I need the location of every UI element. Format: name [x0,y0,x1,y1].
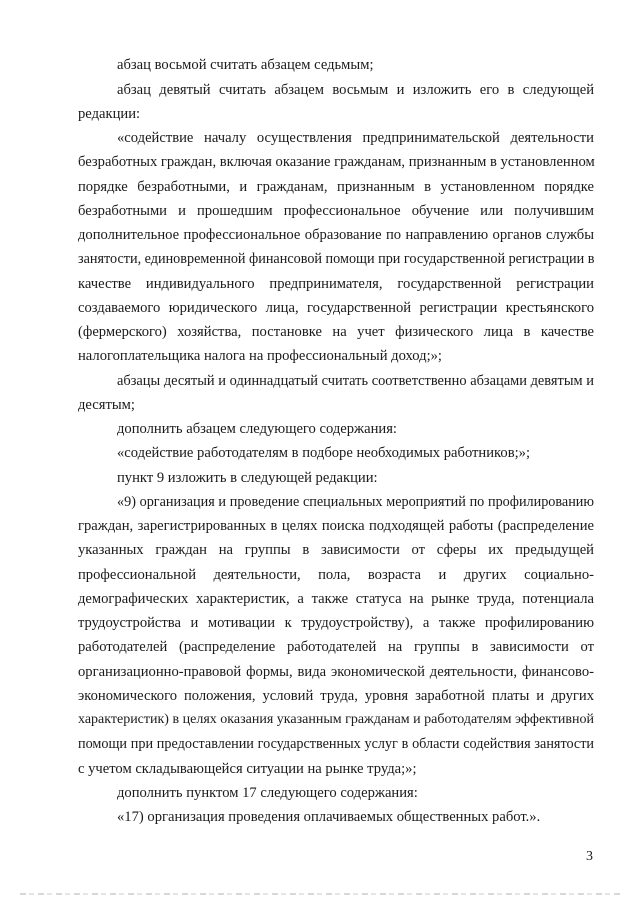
text-line: абзац восьмой считать абзацем седьмым; [117,57,374,73]
text-line: «17) организация проведения оплачиваемых общественных работ.». [117,809,541,825]
text-line: профессиональной деятельности, пола, возраста и других социально- [78,567,594,583]
page-number: 3 [586,849,593,864]
text-line: качестве индивидуального предпринимателя, государственной регистрации [78,276,594,292]
text-line: «содействие началу осуществления предпринимательской деятельности [117,130,594,146]
text-line: с учетом складывающейся ситуации на рынке труда;»; [78,761,417,777]
text-line: демографических характеристик, а также статуса на рынке труда, потенциала [78,591,594,607]
text-line: «содействие работодателям в подборе необходимых работников;»; [117,445,530,461]
text-line: дополнительное профессиональное образование по направлению органов службы [78,227,594,243]
text-line: создаваемого юридического лица, государственной регистрации крестьянского [78,300,594,316]
text-line: экономического положения, условий труда, уровня заработной платы и других [78,688,594,704]
text-line: порядке безработными, и гражданам, признанным в установленном порядке [78,179,594,195]
text-line: «9) организация и проведение специальных мероприятий по профилированию [117,494,594,510]
text-line: абзац девятый считать абзацем восьмым и изложить его в следующей [117,82,594,98]
text-line: характеристик) в целях оказания указанным гражданам и работодателям эффективной [78,712,594,727]
text-line: граждан, зарегистрированных в целях поиска подходящей работы (распределение [78,518,594,534]
text-line: пункт 9 изложить в следующей редакции: [117,470,378,486]
text-line: (фермерского) хозяйства, постановке на учет физического лица в качестве [78,324,594,340]
text-line: абзацы десятый и одиннадцатый считать соответственно абзацами девятым и [117,373,594,389]
text-line: трудоустройства и мотивации к трудоустройству), а также профилированию [78,615,594,631]
text-line: дополнить абзацем следующего содержания: [117,421,397,437]
scan-edge-divider [20,893,620,895]
text-line: занятости, единовременной финансовой помощи при государственной регистрации в [78,251,595,267]
text-line: безработных граждан, включая оказание гражданам, признанным в установленном [78,154,595,170]
text-line: десятым; [78,397,135,413]
text-line: указанных граждан на группы в зависимости от сферы их предыдущей [78,542,594,558]
text-line: помощи при предоставлении государственных услуг в области содействия занятости [78,736,594,752]
text-line: организационно-правовой формы, вида экономической деятельности, финансово- [78,664,594,680]
text-line: безработными и прошедшим профессиональное обучение или получившим [78,203,594,219]
text-line: дополнить пунктом 17 следующего содержания: [117,785,418,801]
text-line: работодателей (распределение работодателей на группы в зависимости от [78,639,594,655]
text-line: налогоплательщика налога на профессиональный доход;»; [78,348,442,364]
text-line: редакции: [78,106,141,122]
